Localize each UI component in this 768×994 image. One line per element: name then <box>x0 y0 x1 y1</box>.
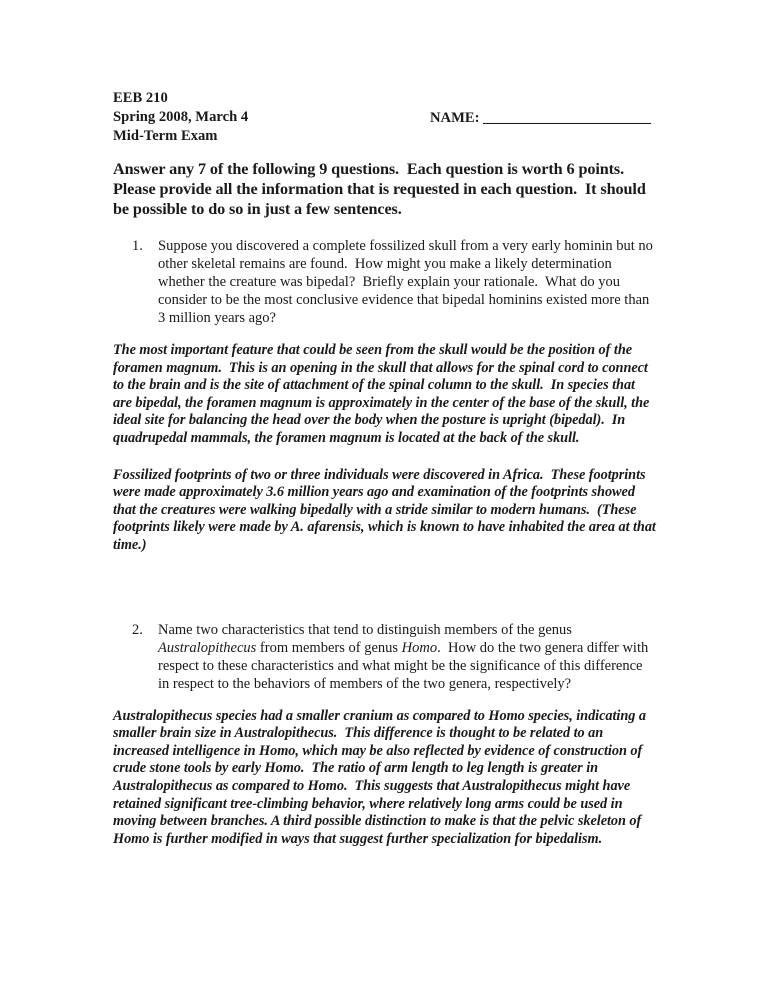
course-code: EEB 210 <box>113 90 168 106</box>
name-label: NAME: <box>430 110 484 126</box>
question-2-answer-paragraph-1: Australopithecus species had a smaller cranium as compared to Homo species, indicating a smaller brain size in Australopithecus. This difference is thought to be related to an increased intelligence in Homo, which may be also reflected by evidence of construction of crude stone tools by early Homo. The ratio of arm length to leg length is greater in Australopithecus as compared to Homo. This suggests that Australopithecus might have retained significant tree-climbing behavior, where relatively long arms could be used in moving between branches. A third possible distinction to make is that the pelvic skeleton of Homo is further modified in ways that suggest further specialization for bipedalism. <box>113 707 650 847</box>
question-2-prompt: Name two characteristics that tend to distinguish members of the genus Australopithecus from members of genus Homo. How do the two genera differ with respect to these characteristics and what might be the significance of this difference in respect to the behaviors of members of the two genera, respectively? <box>158 621 652 692</box>
exam-title: Mid-Term Exam <box>113 128 218 144</box>
name-blank-line: _______________________ <box>483 110 651 126</box>
question-1-prompt: Suppose you discovered a complete fossilized skull from a very early hominin but no other skeletal remains are found. How might you make a likely determination whether the creature was bipedal? Briefly explain your rationale. What do you consider to be the most conclusive evidence that bipedal hominins existed more than 3 million years ago? <box>158 238 657 326</box>
question-1 <box>113 237 656 327</box>
name-field <box>430 109 651 128</box>
exam-instructions: Answer any 7 of the following 9 questions. Each question is worth 6 points. Please provide all the information that is requested in each question. It should be possible to do so in just a few sentences. <box>113 160 650 218</box>
question-1-answer-paragraph-1: The most important feature that could be seen from the skull would be the position of the foramen magnum. This is an opening in the skull that allows for the spinal cord to connect to the brain and is the site of attachment of the spinal column to the skull. In species that are bipedal, the foramen magnum is approximately in the center of the base of the skull, the ideal site for balancing the head over the body when the posture is upright (bipedal). In quadrupedal mammals, the foramen magnum is located at the back of the skull. <box>113 342 653 446</box>
term-date: Spring 2008, March 4 <box>113 109 249 125</box>
question-2-number: 2. <box>132 621 143 638</box>
question-1-answer-paragraph-2: Fossilized footprints of two or three individuals were discovered in Africa. These footprints were made approximately 3.6 million years ago and examination of the footprints showed that the creatures were walking bipedally with a stride similar to modern humans. (These footprints likely were made by A. afarensis, which is known to have inhabited the area at that time.) <box>113 466 660 553</box>
question-2 <box>113 621 656 693</box>
question-1-number: 1. <box>132 238 143 254</box>
